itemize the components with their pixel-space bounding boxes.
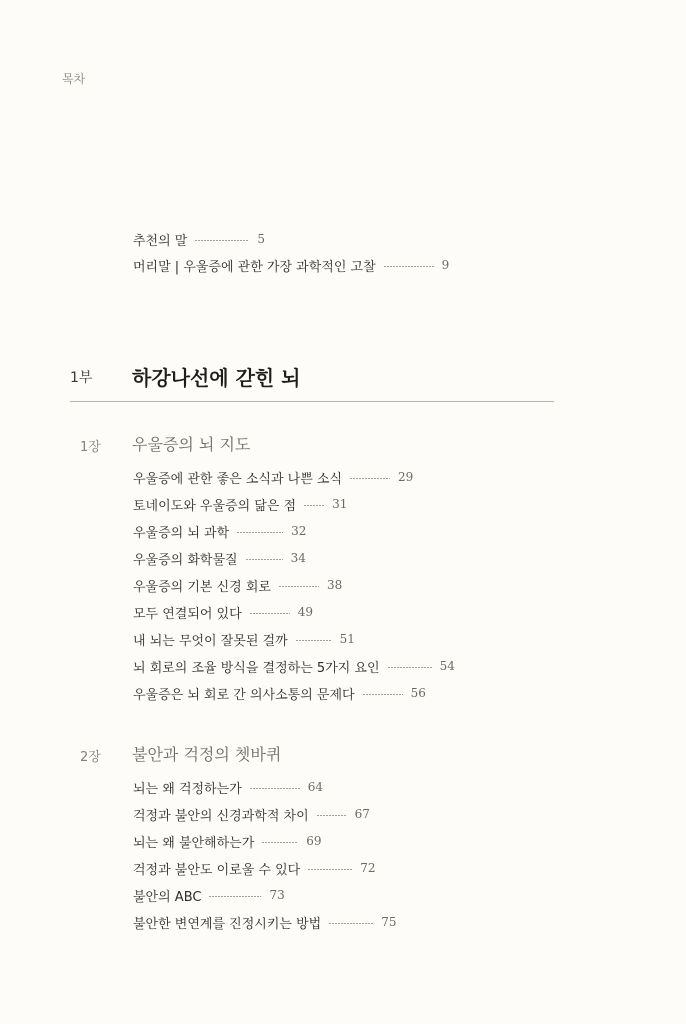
entry-title: 불안한 변연계를 진정시키는 방법 [133, 916, 322, 932]
entry-page: 54 [439, 659, 455, 673]
dot-leader [195, 240, 249, 241]
dot-leader [246, 559, 283, 560]
entry-page: 38 [326, 578, 343, 592]
entry-title: 내 뇌는 무엇이 잘못된 걸까 [133, 633, 288, 649]
entry-title: 걱정과 불안도 이로울 수 있다 [133, 862, 301, 878]
entry-page: 31 [332, 497, 348, 511]
entry-page: 49 [297, 605, 314, 619]
chapter-title[interactable]: 우울증의 뇌 지도 [132, 435, 251, 454]
entry-title: 뇌 회로의 조율 방식을 결정하는 5가지 요인 [133, 660, 380, 676]
entry-title: 추천의 말 [133, 233, 188, 249]
entry-title: 우울증의 기본 신경 회로 [133, 579, 271, 595]
toc-entry[interactable] [133, 912, 397, 932]
entry-page: 56 [410, 686, 426, 700]
entry-page: 72 [360, 861, 376, 875]
entry-page: 75 [381, 915, 397, 929]
toc-entry[interactable] [133, 629, 355, 649]
toc-entry[interactable] [133, 602, 313, 622]
toc-entry[interactable] [133, 656, 455, 676]
dot-leader [209, 896, 261, 897]
entry-page: 67 [354, 807, 370, 821]
entry-title: 걱정과 불안의 신경과학적 차이 [133, 808, 309, 824]
toc-entry[interactable] [133, 255, 449, 275]
chapter-title[interactable]: 불안과 걱정의 쳇바퀴 [132, 745, 282, 764]
dot-leader [384, 266, 434, 267]
entry-page: 69 [306, 834, 322, 848]
dot-leader [262, 842, 298, 843]
entry-title: 우울증의 뇌 과학 [133, 525, 230, 541]
dot-leader [237, 532, 283, 533]
toc-entry[interactable] [133, 575, 342, 595]
entry-title: 토네이도와 우울증의 닮은 점 [133, 498, 297, 514]
dot-leader [304, 505, 324, 506]
dot-leader [279, 586, 319, 587]
dot-leader [363, 694, 403, 695]
toc-entry[interactable] [133, 683, 426, 703]
part-number: 1부 [70, 370, 93, 386]
dot-leader [296, 640, 332, 641]
toc-entry[interactable] [133, 831, 322, 851]
toc-entry[interactable] [133, 777, 323, 797]
toc-entry[interactable] [133, 858, 376, 878]
part-divider [70, 401, 554, 402]
dot-leader [350, 478, 390, 479]
part-title[interactable]: 하강나선에 갇힌 뇌 [132, 366, 301, 390]
toc-entry[interactable] [133, 804, 370, 824]
page-header: 목차 [62, 72, 86, 86]
toc-entry[interactable] [133, 521, 306, 541]
toc-entry[interactable] [133, 229, 265, 249]
entry-title: 불안의 ABC [133, 889, 202, 905]
entry-title: 우울증은 뇌 회로 간 의사소통의 문제다 [133, 687, 355, 703]
entry-page: 5 [257, 232, 266, 246]
entry-title: 우울증에 관한 좋은 소식과 나쁜 소식 [133, 471, 343, 487]
entry-page: 34 [290, 551, 306, 565]
entry-title: 뇌는 왜 걱정하는가 [133, 781, 242, 797]
entry-page: 64 [307, 780, 324, 794]
entry-page: 51 [339, 632, 355, 646]
toc-entry[interactable] [133, 885, 285, 905]
chapter-number: 2장 [80, 750, 101, 765]
entry-page: 29 [398, 470, 414, 484]
dot-leader [317, 815, 347, 816]
dot-leader [329, 923, 373, 924]
dot-leader [308, 869, 352, 870]
entry-title: 머리말 | 우울증에 관한 가장 과학적인 고찰 [133, 259, 376, 275]
chapter-number: 1장 [80, 440, 101, 455]
toc-entry[interactable] [133, 467, 413, 487]
entry-title: 뇌는 왜 불안해하는가 [133, 835, 255, 851]
dot-leader [388, 667, 432, 668]
toc-entry[interactable] [133, 494, 347, 514]
dot-leader [250, 613, 290, 614]
entry-page: 32 [291, 524, 307, 538]
entry-page: 9 [441, 258, 450, 272]
entry-page: 73 [269, 888, 285, 902]
dot-leader [250, 788, 300, 789]
entry-title: 모두 연결되어 있다 [133, 606, 242, 622]
entry-title: 우울증의 화학물질 [133, 552, 238, 568]
toc-entry[interactable] [133, 548, 306, 568]
